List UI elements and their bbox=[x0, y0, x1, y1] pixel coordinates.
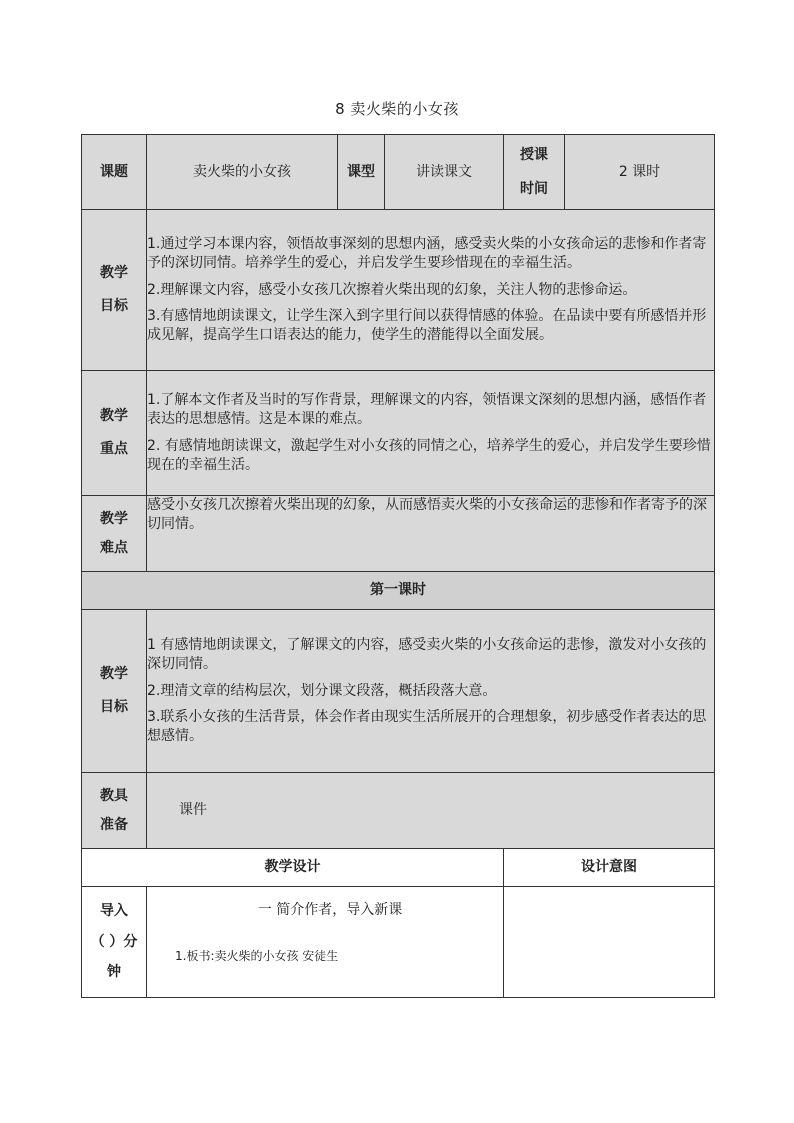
focus-label bbox=[82, 371, 147, 496]
focus-item: 2. 有感情地朗读课文，激起学生对小女孩的同情之心，培养学生的爱心，并启发学生要珍惜现在的幸福生活。 bbox=[147, 438, 711, 473]
focus-label-line1: 教学 bbox=[100, 408, 128, 425]
page-title: 8 卖火柴的小女孩 bbox=[335, 100, 459, 118]
difficulty-label-line2: 难点 bbox=[100, 539, 128, 556]
lesson1-goals-label-line2: 目标 bbox=[100, 699, 128, 715]
lesson1-goal-item: 3.联系小女孩的生活背景，体会作者由现实生活所展开的合理想象，初步感受作者表达的思想感情。 bbox=[147, 709, 707, 745]
lesson1-goals-label-line1: 教学 bbox=[100, 666, 128, 683]
lesson-plan-table bbox=[81, 134, 715, 998]
goals-label-line2: 目标 bbox=[100, 298, 128, 314]
lesson1-goals-row bbox=[82, 610, 715, 773]
lesson1-goal-item: 1 有感情地朗读课文，了解课文的内容，感受卖火柴的小女孩命运的悲惨，激发对小女孩的深切同情。 bbox=[147, 636, 707, 672]
focus-row bbox=[82, 371, 715, 496]
step-text: 1.板书:卖火柴的小女孩 安徒生 bbox=[175, 948, 339, 963]
goal-item: 1.通过学习本课内容，领悟故事深刻的思想内涵，感受卖火柴的小女孩命运的悲惨和作者寄予的深切同情。培养学生的爱心，并启发学生要珍惜现在的幸福生活。 bbox=[147, 235, 707, 271]
design-header-row bbox=[82, 849, 715, 887]
type-value: 讲读课文 bbox=[385, 135, 504, 210]
difficulty-label-line1: 教学 bbox=[100, 510, 128, 527]
tools-value: 课件 bbox=[147, 773, 715, 849]
goal-item: 2.理解课文内容，感受小女孩几次擦着火柴出现的幻象，关注人物的悲惨命运。 bbox=[147, 281, 637, 298]
focus-content bbox=[147, 371, 715, 496]
goal-item: 3.有感情地朗读课文，让学生深入到字里行间以获得情感的体验。在品读中要有所感悟并形成见解，提高学生口语表达的能力，使学生的潜能得以全面发展。 bbox=[147, 308, 707, 344]
type-label: 课型 bbox=[338, 135, 385, 210]
lesson1-goals-label bbox=[82, 610, 147, 773]
intro-label bbox=[82, 887, 147, 998]
topic-value: 卖火柴的小女孩 bbox=[147, 135, 338, 210]
goals-label bbox=[82, 210, 147, 371]
difficulty-label bbox=[82, 496, 147, 572]
lesson1-heading: 第一课时 bbox=[82, 572, 715, 610]
time-label bbox=[504, 135, 565, 210]
intent-label: 设计意图 bbox=[504, 849, 715, 887]
focus-item: 1.了解本文作者及当时的写作背景，理解课文的内容，领悟课文深刻的思想内涵，感悟作者表达的思想感情。这是本课的难点。 bbox=[147, 392, 707, 428]
topic-label: 课题 bbox=[82, 135, 147, 210]
intro-label-line1: 导入 bbox=[100, 902, 128, 919]
tools-label bbox=[82, 773, 147, 849]
intro-label-line2: （ ）分 bbox=[90, 933, 138, 950]
intro-row bbox=[82, 887, 715, 998]
lesson1-goals-content bbox=[147, 610, 715, 773]
difficulty-text: 感受小女孩几次擦着火柴出现的幻象，从而感悟卖火柴的小女孩命运的悲惨和作者寄予的深切同情。 bbox=[147, 497, 707, 532]
lesson1-heading-row bbox=[82, 572, 715, 610]
intro-content bbox=[147, 887, 504, 998]
time-label-line2: 时间 bbox=[520, 181, 548, 197]
difficulty-content bbox=[147, 496, 715, 572]
goals-row bbox=[82, 210, 715, 371]
step-heading: 一 简介作者，导入新课 bbox=[257, 902, 403, 918]
lesson1-goal-item: 2.理清文章的结构层次，划分课文段落，概括段落大意。 bbox=[147, 682, 497, 699]
goals-content bbox=[147, 210, 715, 371]
tools-label-line1: 教具 bbox=[100, 787, 128, 804]
goals-label-line1: 教学 bbox=[100, 265, 128, 282]
header-row bbox=[82, 135, 715, 210]
design-label: 教学设计 bbox=[82, 849, 504, 887]
intro-label-line3: 钟 bbox=[107, 964, 121, 981]
intent-content bbox=[504, 887, 715, 998]
difficulty-row bbox=[82, 496, 715, 572]
time-value: 2 课时 bbox=[565, 135, 715, 210]
tools-label-line2: 准备 bbox=[100, 816, 128, 833]
time-label-line1: 授课 bbox=[520, 147, 548, 163]
focus-label-line2: 重点 bbox=[100, 441, 128, 457]
tools-row bbox=[82, 773, 715, 849]
